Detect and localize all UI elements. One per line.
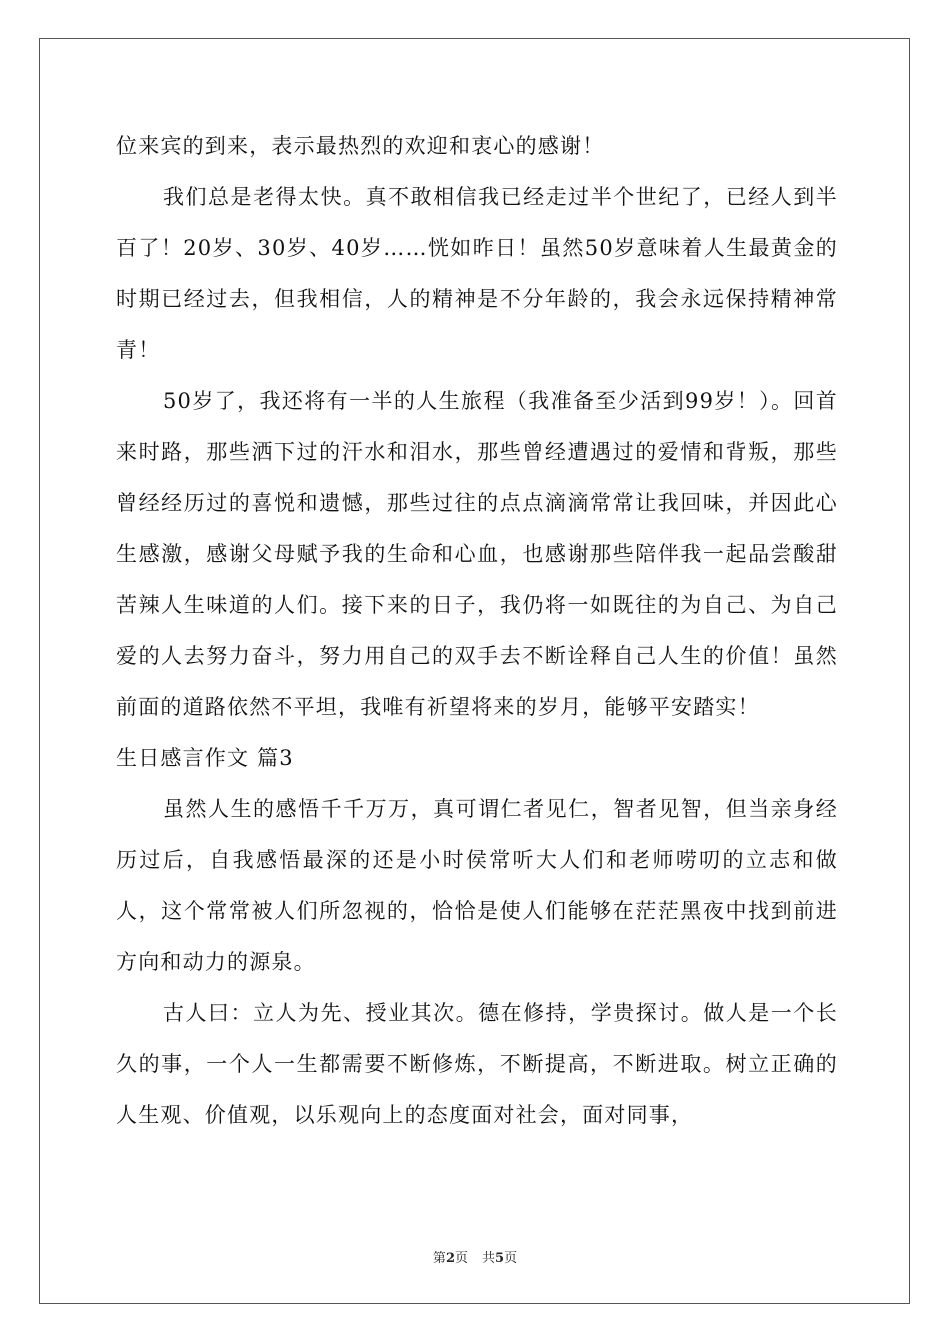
paragraph-2: 我们总是老得太快。真不敢相信我已经走过半个世纪了，已经人到半百了！20岁、30岁、40岁……恍如昨日！虽然50岁意味着人生最黄金的时期已经过去，但我相信，人的精神是不分年龄的，我会永远保持精神常青！ (116, 185, 838, 362)
paragraph-3: 50岁了，我还将有一半的人生旅程（我准备至少活到99岁！）。回首来时路，那些洒下过的汗水和泪水，那些曾经遭遇过的爱情和背叛，那些曾经经历过的喜悦和遗憾，那些过往的点点滴滴常常让我回味，并因此心生感激，感谢父母赋予我的生命和心血，也感谢那些陪伴我一起品尝酸甜苦辣人生味道的人们。接下来的日子，我仍将一如既往的为自己、为自己爱的人去努力奋斗，努力用自己的双手去不断诠释自己人生的价值！虽然前面的道路依然不平坦，我唯有祈望将来的岁月，能够平安踏实！ (116, 389, 838, 719)
page-footer (0, 1247, 950, 1266)
paragraph-1: 位来宾的到来，表示最热烈的欢迎和衷心的感谢！ (116, 134, 605, 158)
page-number: 第2页 (432, 1251, 468, 1266)
page-total: 共5页 (482, 1251, 518, 1266)
document-body (116, 121, 838, 1141)
paragraph-5: 古人曰：立人为先、授业其次。德在修持，学贵探讨。做人是一个长久的事，一个人一生都需要不断修炼，不断提高，不断进取。树立正确的人生观、价值观，以乐观向上的态度面对社会，面对同事， (116, 1001, 838, 1127)
section-heading: 生日感言作文 篇3 (116, 746, 294, 770)
paragraph-4: 虽然人生的感悟千千万万，真可谓仁者见仁，智者见智，但当亲身经历过后，自我感悟最深的还是小时侯常听大人们和老师唠叨的立志和做人，这个常常被人们所忽视的，恰恰是使人们能够在茫茫黑夜中找到前进方向和动力的源泉。 (116, 797, 838, 974)
